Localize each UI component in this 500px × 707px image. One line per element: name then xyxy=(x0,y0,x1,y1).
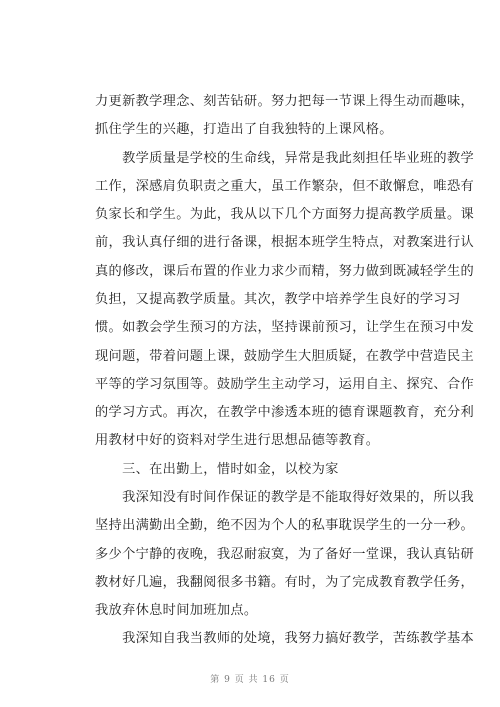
section-heading: 三、在出勤上，惜时如金，以校为家 xyxy=(95,462,339,477)
body-text-line: 教材好几遍，我翻阅很多书籍。有时，为了完成教育教学任务， xyxy=(95,575,475,590)
body-text-line: 负家长和学生。为此，我从以下几个方面努力提高教学质量。课 xyxy=(95,207,475,222)
body-text-line: 我深知没有时间作保证的教学是不能取得好效果的，所以我 xyxy=(95,490,475,505)
body-text-line: 惯。如教会学生预习的方法，坚持课前预习，让学生在预习中发 xyxy=(95,320,475,335)
body-text-line: 平等的学习氛围等。鼓励学生主动学习，运用自主、探究、合作 xyxy=(95,377,475,392)
body-text-line: 负担，又提高教学质量。其次，教学中培养学生良好的学习习 xyxy=(95,292,461,307)
body-text-line: 我放弃休息时间加班加点。 xyxy=(95,603,258,618)
body-text-line: 的学习方式。再次，在教学中渗透本班的德育课题教育，充分利 xyxy=(95,405,475,420)
body-text-line: 力更新教学理念、刻苦钻研。努力把每一节课上得生动而趣味， xyxy=(95,94,475,109)
body-text-line: 前，我认真仔细的进行备课，根据本班学生特点，对教案进行认 xyxy=(95,235,475,250)
body-text-line: 坚持出满勤出全勤，绝不因为个人的私事耽误学生的一分一秒。 xyxy=(95,518,475,533)
body-text-line: 教学质量是学校的生命线，异常是我此刻担任毕业班的教学 xyxy=(95,151,475,166)
body-text-line: 抓住学生的兴趣，打造出了自我独特的上课风格。 xyxy=(95,122,393,137)
body-text-line: 多少个宁静的夜晚，我忍耐寂寞，为了备好一堂课，我认真钻研 xyxy=(95,547,475,562)
body-text-line: 我深知自我当教师的处境，我努力搞好教学，苦练教学基本 xyxy=(95,631,475,646)
body-text-line: 现问题，带着问题上课，鼓励学生大胆质疑，在教学中营造民主 xyxy=(95,349,475,364)
body-text-line: 真的修改，课后布置的作业力求少而精，努力做到既减轻学生的 xyxy=(95,264,475,279)
body-text-line: 工作，深感肩负职责之重大，虽工作繁杂，但不敢懈怠，唯恐有 xyxy=(95,179,475,194)
body-text-line: 用教材中好的资料对学生进行思想品德等教育。 xyxy=(95,433,380,448)
page-number-footer: 第 9 页 共 16 页 xyxy=(210,675,290,685)
